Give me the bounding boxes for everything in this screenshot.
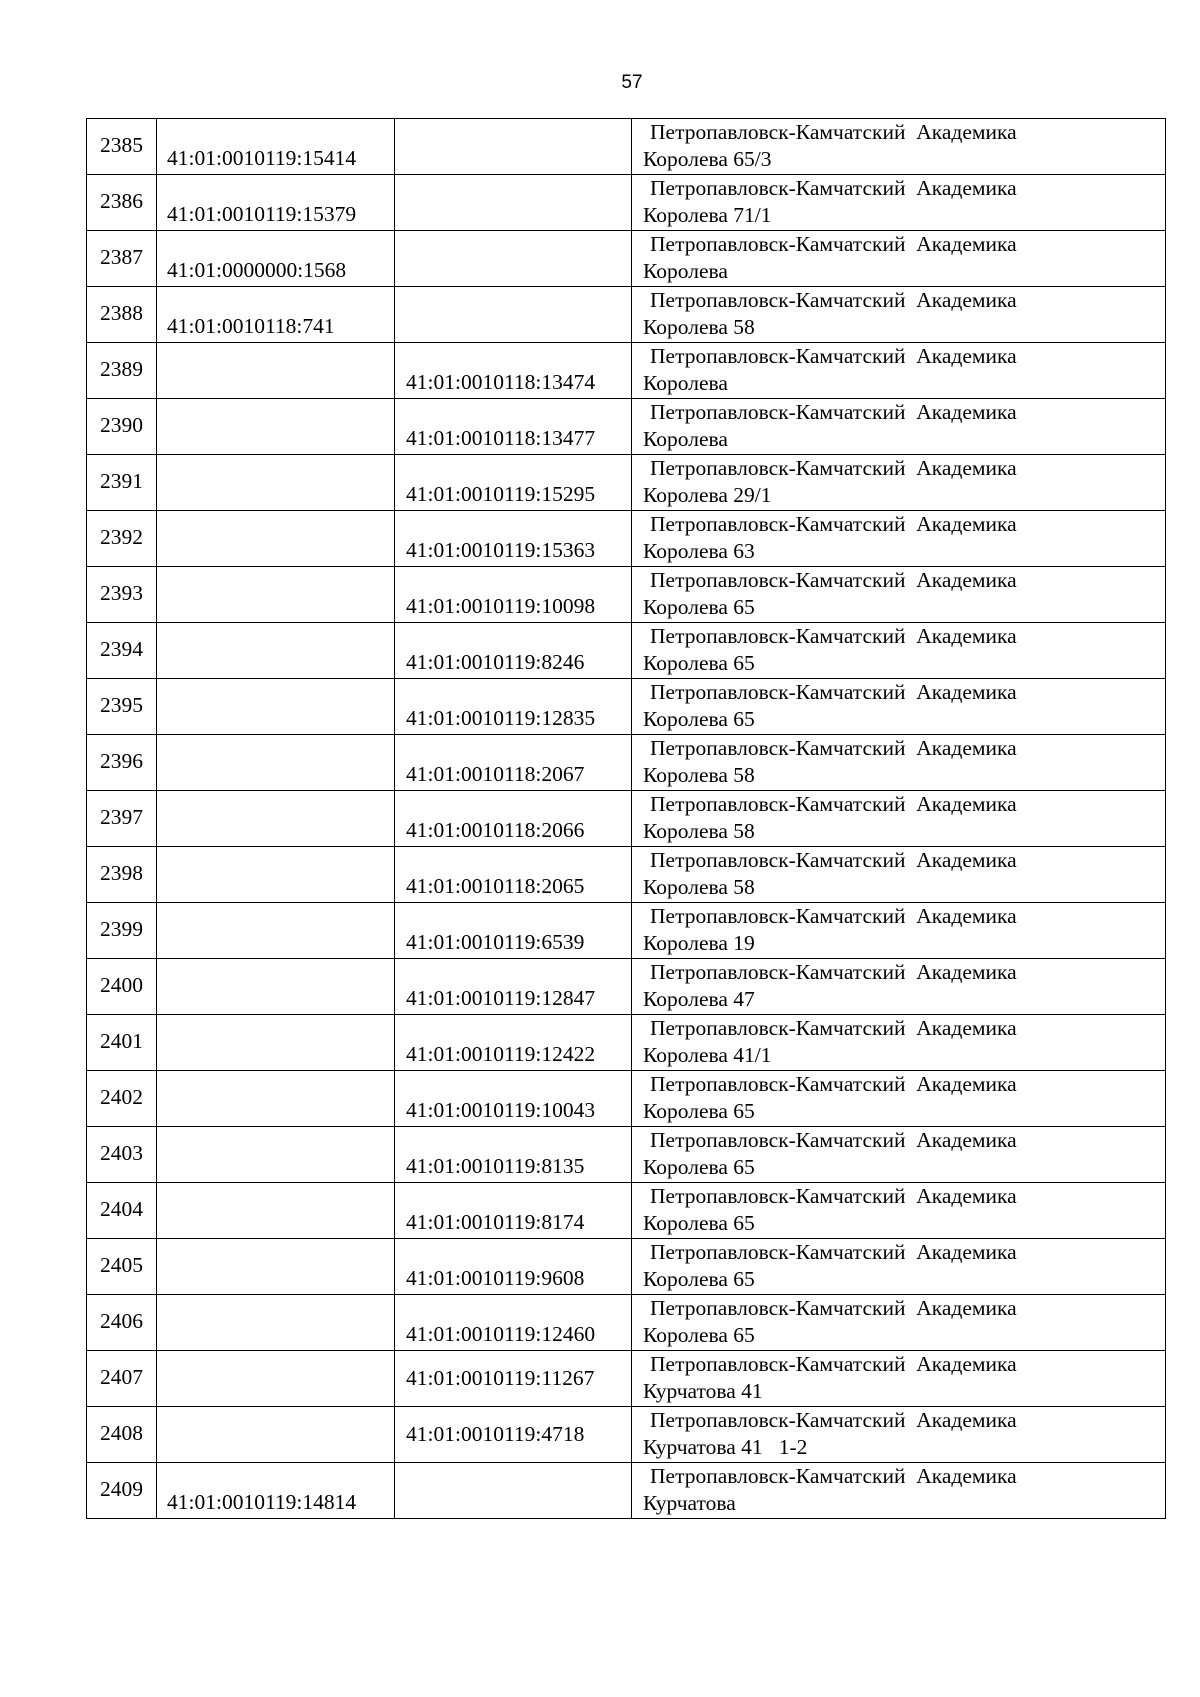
related-cadastral-number: 41:01:0010119:12835: [406, 706, 596, 730]
table-row: [87, 343, 1166, 399]
related-cadastral-number: 41:01:0010118:2066: [406, 818, 585, 842]
related-cadastral-number: [395, 1516, 631, 1518]
address-cell: [632, 287, 1166, 343]
row-number: 2400: [100, 973, 143, 997]
address-cell: [632, 511, 1166, 567]
table-row: [87, 175, 1166, 231]
related-cadastral-number-cell: [395, 175, 632, 231]
cadastral-number-cell: [157, 287, 395, 343]
cadastral-number-cell: [157, 903, 395, 959]
address-line-2: Королева 65: [643, 1211, 755, 1235]
address-line-2: Королева 29/1: [643, 483, 772, 507]
row-number-cell: [87, 1351, 157, 1407]
related-cadastral-number: 41:01:0010119:8174: [406, 1210, 585, 1234]
related-cadastral-number: 41:01:0010119:15295: [406, 482, 596, 506]
address-line-1: Петропавловск-Камчатский Академика: [650, 568, 1017, 592]
address-line-1: Петропавловск-Камчатский Академика: [650, 1072, 1017, 1096]
cadastral-number-cell: [157, 1239, 395, 1295]
page-number: 57: [621, 72, 643, 93]
row-number-cell: [87, 1015, 157, 1071]
address-cell: [632, 1183, 1166, 1239]
address-line-2: Королева 41/1: [643, 1043, 772, 1067]
address-line-2: Королева 65/3: [643, 147, 772, 171]
address-line-2: Королева 65: [643, 1267, 755, 1291]
address-line-2: Курчатова 41 1-2: [643, 1435, 808, 1459]
row-number: 2407: [100, 1365, 143, 1389]
cadastral-number-cell: [157, 455, 395, 511]
address-cell: [632, 1071, 1166, 1127]
table-row: [87, 903, 1166, 959]
table-row: [87, 959, 1166, 1015]
related-cadastral-number: 41:01:0010119:6539: [406, 930, 585, 954]
cadastral-number-cell: [157, 1407, 395, 1463]
cadastral-number-cell: [157, 1351, 395, 1407]
cadastral-number: 41:01:0010119:14814: [167, 1490, 357, 1514]
cadastral-number: 41:01:0010119:15379: [167, 202, 357, 226]
table-row: [87, 1071, 1166, 1127]
address-cell: [632, 455, 1166, 511]
address-cell: [632, 567, 1166, 623]
row-number-cell: [87, 1071, 157, 1127]
address-cell: [632, 903, 1166, 959]
address-cell: [632, 623, 1166, 679]
related-cadastral-number: 41:01:0010119:9608: [406, 1266, 585, 1290]
cadastral-number-cell: [157, 623, 395, 679]
row-number-cell: [87, 1127, 157, 1183]
address-line-2: Королева 65: [643, 651, 755, 675]
related-cadastral-number-cell: [395, 1351, 632, 1407]
cadastral-number-cell: [157, 1183, 395, 1239]
table-row: [87, 511, 1166, 567]
related-cadastral-number: 41:01:0010118:2065: [406, 874, 585, 898]
address-line-1: Петропавловск-Камчатский Академика: [650, 624, 1017, 648]
table-row: [87, 119, 1166, 175]
cadastral-number-cell: [157, 1127, 395, 1183]
address-line-2: Королева 71/1: [643, 203, 772, 227]
cadastral-number-cell: [157, 847, 395, 903]
address-cell: [632, 791, 1166, 847]
address-line-1: Петропавловск-Камчатский Академика: [650, 904, 1017, 928]
related-cadastral-number-cell: [395, 1071, 632, 1127]
related-cadastral-number-cell: [395, 1407, 632, 1463]
related-cadastral-number: 41:01:0010118:2067: [406, 762, 585, 786]
related-cadastral-number-cell: [395, 791, 632, 847]
row-number: 2393: [100, 581, 143, 605]
row-number: 2387: [100, 245, 143, 269]
address-line-1: Петропавловск-Камчатский Академика: [650, 792, 1017, 816]
row-number: 2388: [100, 301, 143, 325]
address-line-2: Королева 65: [643, 1155, 755, 1179]
row-number: 2401: [100, 1029, 143, 1053]
related-cadastral-number-cell: [395, 119, 632, 175]
address-cell: [632, 735, 1166, 791]
table-row: [87, 1183, 1166, 1239]
address-line-1: Петропавловск-Камчатский Академика: [650, 680, 1017, 704]
address-cell: [632, 1295, 1166, 1351]
address-cell: [632, 1127, 1166, 1183]
table-row: [87, 1407, 1166, 1463]
related-cadastral-number-cell: [395, 1127, 632, 1183]
address-line-2: Королева 65: [643, 595, 755, 619]
related-cadastral-number-cell: [395, 343, 632, 399]
address-line-2: Курчатова 41: [643, 1379, 763, 1403]
address-line-2: Королева: [643, 371, 728, 395]
table-row: [87, 847, 1166, 903]
cadastral-number-cell: [157, 119, 395, 175]
address-cell: [632, 1463, 1166, 1519]
row-number-cell: [87, 1407, 157, 1463]
row-number-cell: [87, 399, 157, 455]
address-line-1: Петропавловск-Камчатский Академика: [650, 456, 1017, 480]
address-line-2: Королева 58: [643, 875, 755, 899]
related-cadastral-number-cell: [395, 1239, 632, 1295]
address-line-2: Королева: [643, 427, 728, 451]
row-number-cell: [87, 343, 157, 399]
related-cadastral-number: 41:01:0010119:12847: [406, 986, 596, 1010]
address-line-1: Петропавловск-Камчатский Академика: [650, 1352, 1017, 1376]
table-row: [87, 1015, 1166, 1071]
related-cadastral-number-cell: [395, 287, 632, 343]
row-number: 2402: [100, 1085, 143, 1109]
address-line-1: Петропавловск-Камчатский Академика: [650, 1408, 1017, 1432]
row-number-cell: [87, 1239, 157, 1295]
related-cadastral-number-cell: [395, 959, 632, 1015]
row-number: 2398: [100, 861, 143, 885]
related-cadastral-number-cell: [395, 455, 632, 511]
row-number: 2396: [100, 749, 143, 773]
row-number: 2403: [100, 1141, 143, 1165]
address-line-1: Петропавловск-Камчатский Академика: [650, 848, 1017, 872]
row-number-cell: [87, 959, 157, 1015]
address-line-2: Королева 58: [643, 819, 755, 843]
row-number: 2391: [100, 469, 143, 493]
row-number: 2394: [100, 637, 143, 661]
cadastral-number-cell: [157, 511, 395, 567]
table-row: [87, 1127, 1166, 1183]
address-line-1: Петропавловск-Камчатский Академика: [650, 344, 1017, 368]
row-number-cell: [87, 791, 157, 847]
related-cadastral-number-cell: [395, 511, 632, 567]
row-number-cell: [87, 903, 157, 959]
cadastral-number-cell: [157, 791, 395, 847]
table-row: [87, 623, 1166, 679]
row-number: 2399: [100, 917, 143, 941]
table-row: [87, 1351, 1166, 1407]
table-row: [87, 399, 1166, 455]
row-number: 2392: [100, 525, 143, 549]
related-cadastral-number: 41:01:0010119:10098: [406, 594, 596, 618]
cadastral-number-cell: [157, 567, 395, 623]
address-line-1: Петропавловск-Камчатский Академика: [650, 176, 1017, 200]
row-number-cell: [87, 119, 157, 175]
related-cadastral-number-cell: [395, 735, 632, 791]
cadastral-number-cell: [157, 735, 395, 791]
related-cadastral-number-cell: [395, 1015, 632, 1071]
address-line-2: Королева 58: [643, 315, 755, 339]
address-line-1: Петропавловск-Камчатский Академика: [650, 1016, 1017, 1040]
cadastral-number-cell: [157, 399, 395, 455]
address-line-1: Петропавловск-Камчатский Академика: [650, 736, 1017, 760]
address-line-1: Петропавловск-Камчатский Академика: [650, 1240, 1017, 1264]
address-cell: [632, 1239, 1166, 1295]
cadastral-number-cell: [157, 1463, 395, 1519]
address-line-1: Петропавловск-Камчатский Академика: [650, 400, 1017, 424]
related-cadastral-number: 41:01:0010119:12422: [406, 1042, 596, 1066]
address-cell: [632, 119, 1166, 175]
table-row: [87, 791, 1166, 847]
address-cell: [632, 343, 1166, 399]
address-cell: [632, 175, 1166, 231]
table-row: [87, 455, 1166, 511]
row-number-cell: [87, 1183, 157, 1239]
address-line-1: Петропавловск-Камчатский Академика: [650, 288, 1017, 312]
cadastral-number-cell: [157, 1295, 395, 1351]
row-number: 2395: [100, 693, 143, 717]
table-row: [87, 679, 1166, 735]
related-cadastral-number: 41:01:0010119:12460: [406, 1322, 596, 1346]
related-cadastral-number-cell: [395, 623, 632, 679]
table-row: [87, 287, 1166, 343]
address-cell: [632, 1015, 1166, 1071]
related-cadastral-number-cell: [395, 1295, 632, 1351]
cadastral-number-cell: [157, 231, 395, 287]
address-line-1: Петропавловск-Камчатский Академика: [650, 1296, 1017, 1320]
address-cell: [632, 847, 1166, 903]
address-cell: [632, 679, 1166, 735]
cadastral-number: 41:01:0010118:741: [167, 314, 335, 338]
row-number-cell: [87, 847, 157, 903]
address-line-2: Королева 47: [643, 987, 755, 1011]
table-row: [87, 1239, 1166, 1295]
address-line-2: Курчатова: [643, 1491, 736, 1515]
row-number-cell: [87, 1295, 157, 1351]
related-cadastral-number-cell: [395, 1183, 632, 1239]
address-cell: [632, 959, 1166, 1015]
cadastral-number-cell: [157, 1015, 395, 1071]
cadastral-number-cell: [157, 959, 395, 1015]
row-number-cell: [87, 287, 157, 343]
address-cell: [632, 1351, 1166, 1407]
related-cadastral-number: 41:01:0010118:13474: [406, 370, 596, 394]
related-cadastral-number: 41:01:0010119:4718: [406, 1422, 585, 1446]
row-number-cell: [87, 679, 157, 735]
address-line-2: Королева 65: [643, 1323, 755, 1347]
row-number-cell: [87, 511, 157, 567]
related-cadastral-number-cell: [395, 231, 632, 287]
row-number: 2385: [100, 133, 143, 157]
cadastral-number: 41:01:0010119:15414: [167, 146, 357, 170]
address-line-1: Петропавловск-Камчатский Академика: [650, 120, 1017, 144]
address-line-2: Королева 58: [643, 763, 755, 787]
row-number-cell: [87, 567, 157, 623]
cadastral-number: 41:01:0000000:1568: [167, 258, 347, 282]
row-number-cell: [87, 231, 157, 287]
row-number-cell: [87, 175, 157, 231]
address-line-2: Королева 19: [643, 931, 755, 955]
cadastral-number-cell: [157, 343, 395, 399]
address-line-1: Петропавловск-Камчатский Академика: [650, 232, 1017, 256]
address-line-1: Петропавловск-Камчатский Академика: [650, 1184, 1017, 1208]
address-line-2: Королева 65: [643, 707, 755, 731]
related-cadastral-number-cell: [395, 903, 632, 959]
registry-table: [86, 118, 1166, 1519]
related-cadastral-number-cell: [395, 847, 632, 903]
address-line-1: Петропавловск-Камчатский Академика: [650, 512, 1017, 536]
cadastral-number-cell: [157, 1071, 395, 1127]
row-number: 2389: [100, 357, 143, 381]
table-row: [87, 231, 1166, 287]
row-number: 2408: [100, 1421, 143, 1445]
address-cell: [632, 231, 1166, 287]
address-line-1: Петропавловск-Камчатский Академика: [650, 1464, 1017, 1488]
related-cadastral-number-cell: [395, 567, 632, 623]
related-cadastral-number-cell: [395, 1463, 632, 1519]
address-cell: [632, 1407, 1166, 1463]
row-number: 2386: [100, 189, 143, 213]
related-cadastral-number: 41:01:0010119:11267: [406, 1366, 595, 1390]
table-row: [87, 735, 1166, 791]
row-number: 2404: [100, 1197, 143, 1221]
address-line-2: Королева 65: [643, 1099, 755, 1123]
row-number: 2405: [100, 1253, 143, 1277]
related-cadastral-number: 41:01:0010119:10043: [406, 1098, 596, 1122]
cadastral-number-cell: [157, 175, 395, 231]
address-line-2: Королева: [643, 259, 728, 283]
row-number: 2406: [100, 1309, 143, 1333]
table-row: [87, 1463, 1166, 1519]
related-cadastral-number: 41:01:0010119:8246: [406, 650, 585, 674]
related-cadastral-number-cell: [395, 679, 632, 735]
related-cadastral-number: 41:01:0010119:8135: [406, 1154, 585, 1178]
table-row: [87, 567, 1166, 623]
row-number-cell: [87, 735, 157, 791]
row-number-cell: [87, 623, 157, 679]
related-cadastral-number: 41:01:0010119:15363: [406, 538, 596, 562]
address-line-2: Королева 63: [643, 539, 755, 563]
table-row: [87, 1295, 1166, 1351]
row-number: 2409: [100, 1477, 143, 1501]
row-number: 2397: [100, 805, 143, 829]
row-number-cell: [87, 1463, 157, 1519]
address-line-1: Петропавловск-Камчатский Академика: [650, 960, 1017, 984]
related-cadastral-number: 41:01:0010118:13477: [406, 426, 596, 450]
address-cell: [632, 399, 1166, 455]
row-number-cell: [87, 455, 157, 511]
address-line-1: Петропавловск-Камчатский Академика: [650, 1128, 1017, 1152]
related-cadastral-number-cell: [395, 399, 632, 455]
cadastral-number-cell: [157, 679, 395, 735]
row-number: 2390: [100, 413, 143, 437]
